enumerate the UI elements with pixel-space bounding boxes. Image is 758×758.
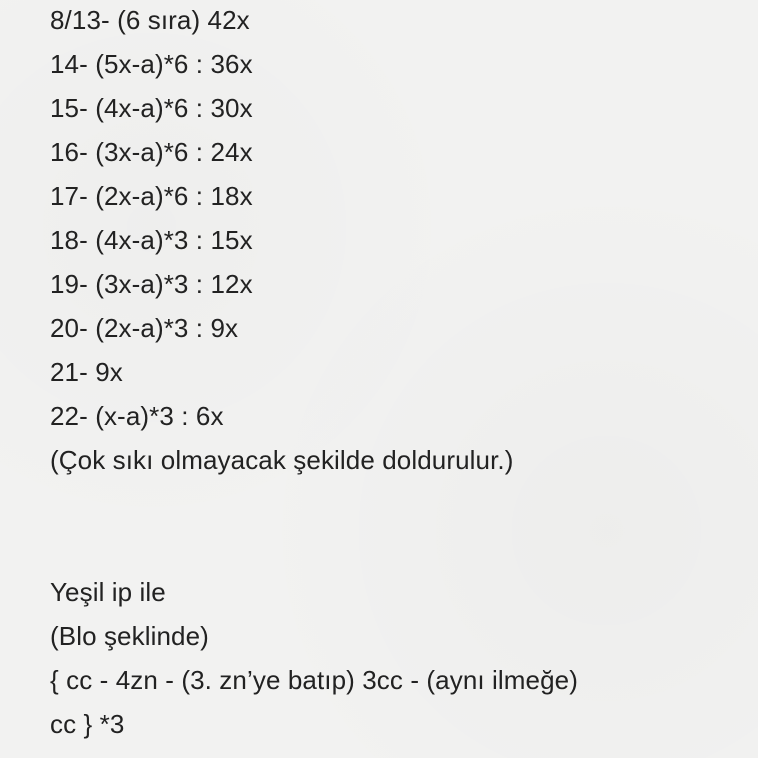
- pattern-row: 17- (2x-a)*6 : 18x: [50, 181, 253, 211]
- stuffing-note: (Çok sıkı olmayacak şekilde doldurulur.): [50, 445, 514, 475]
- pattern-row: 14- (5x-a)*6 : 36x: [50, 49, 253, 79]
- pattern-row: 19- (3x-a)*3 : 12x: [50, 269, 253, 299]
- pattern-row: 16- (3x-a)*6 : 24x: [50, 137, 253, 167]
- instruction-line: cc } *3: [50, 709, 125, 739]
- pattern-row: 15- (4x-a)*6 : 30x: [50, 93, 253, 123]
- section-title: Yeşil ip ile: [50, 577, 166, 607]
- pattern-row: 22- (x-a)*3 : 6x: [50, 401, 224, 431]
- instruction-line: { cc - 4zn - (3. zn’ye batıp) 3cc - (aynı ilmeğe): [50, 665, 578, 695]
- pattern-row: 21- 9x: [50, 357, 123, 387]
- pattern-row: 8/13- (6 sıra) 42x: [50, 5, 250, 35]
- section-subtitle: (Blo şeklinde): [50, 621, 209, 651]
- pattern-row: 18- (4x-a)*3 : 15x: [50, 225, 253, 255]
- note-text: [50, 0, 740, 746]
- blank-space: [50, 482, 740, 570]
- pattern-row: 20- (2x-a)*3 : 9x: [50, 313, 239, 343]
